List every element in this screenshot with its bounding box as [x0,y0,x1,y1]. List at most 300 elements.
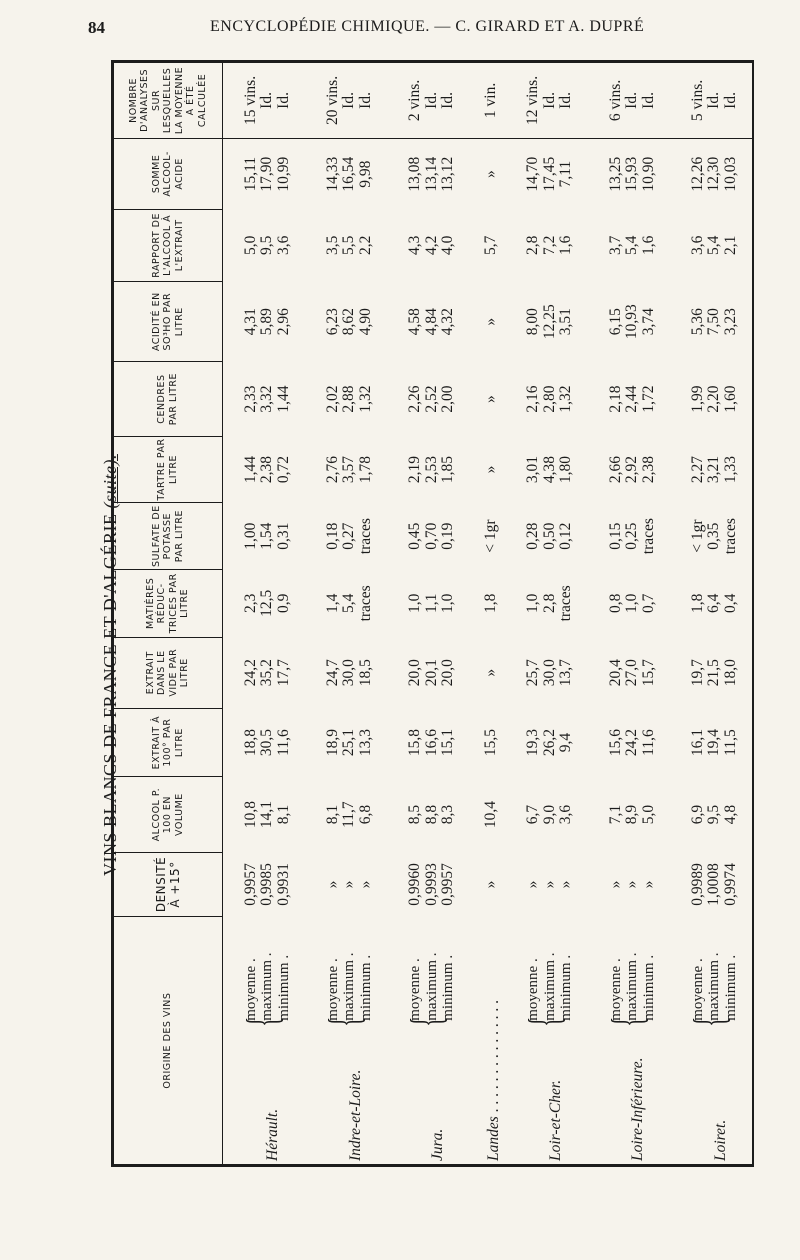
brace-mark: { [520,1016,570,1027]
value: 13,14 [422,156,440,192]
value: » [357,880,374,889]
value: 3,32 [258,385,276,413]
value: Id. [258,92,276,109]
value: 7,1 [606,804,624,825]
value: 6,8 [357,804,374,825]
value: 17,45 [540,156,558,192]
value: 24,7 [323,659,341,687]
value-cell-densite [588,852,670,917]
value-cell-acidite [469,281,505,362]
origin-cell [505,1032,587,1164]
value: 9,4 [557,732,575,753]
value-cell-matieres [387,569,469,637]
value: 2,96 [274,308,292,336]
value: 17,7 [274,659,292,687]
value: 25,1 [340,729,358,757]
header-acidite: ACIDITÉ EN SO³HO PAR LITRE [114,281,222,362]
value-cell-alcool [588,777,670,852]
value: 2,38 [639,455,657,484]
value-cell-cendres [305,362,387,436]
value-cell-somme [387,138,469,209]
value: » [482,880,500,889]
value: 12,5 [258,589,276,617]
origin-cell [469,917,505,1164]
value: 10,8 [241,801,259,829]
value: 1,99 [688,385,706,413]
value-cell-tartre [505,436,587,503]
value: 5,4 [705,235,723,256]
value: 30,0 [540,659,558,687]
value: 0,4 [721,593,739,614]
value-cell-matieres [588,569,670,637]
table-row [305,63,387,1164]
origin-name: Loire-Inférieure. [629,1057,647,1161]
value: Id. [340,92,358,109]
row-label: moyenne . [689,958,706,1021]
value: 0,50 [540,522,558,550]
value: 8,3 [439,804,457,825]
table-row [505,63,587,1164]
value: 15,7 [639,659,657,687]
value-cell-cendres [387,362,469,436]
brace-mark: { [237,1016,287,1027]
row-label: maximum . [341,952,358,1021]
value-cell-rapport [505,209,587,281]
value: 0,9993 [422,863,440,906]
value-cell-extrait100 [222,708,305,777]
value: 17,90 [258,156,276,192]
value: 9,98 [357,160,374,188]
value-cell-acidite [305,281,387,362]
value: 18,5 [357,659,374,687]
value-cell-extraitvide [670,637,752,708]
value: 2,88 [340,385,358,413]
value-cell-rapport [469,209,505,281]
value-cell-extrait100 [387,708,469,777]
value: 2,8 [524,235,542,256]
value: 6,15 [606,308,624,336]
header-origine: ORIGINE DES VINS [114,917,222,1164]
value: 4,32 [439,308,457,336]
label-cell [588,917,670,1032]
label-cell [387,917,469,1032]
row-label: moyenne . [324,958,341,1021]
value: 3,23 [721,308,739,336]
value: 6 vins. [606,79,624,122]
value: » [540,880,558,889]
origin-name: Hérault. [264,1108,282,1161]
value: 2 vins. [406,79,424,122]
value: 10,90 [639,156,657,192]
value: Id. [705,92,723,109]
value: 14,33 [323,156,341,192]
value: 1,6 [557,235,575,256]
value: 10,4 [482,801,500,829]
value: 15,5 [482,729,500,757]
value: 24,2 [241,659,259,687]
value: 1 vin. [482,82,500,119]
value: 0,9957 [439,863,457,906]
value: 2,1 [721,235,739,256]
value-cell-matieres [305,569,387,637]
value: 0,8 [606,593,624,614]
value-cell-cendres [588,362,670,436]
value-cell-tartre [469,436,505,503]
value: » [482,395,500,403]
value-cell-tartre [588,436,670,503]
value: 4,3 [406,235,424,256]
value: traces [357,585,374,622]
value: 14,70 [524,156,542,192]
value-cell-extrait100 [469,708,505,777]
row-label: moyenne . [607,958,624,1021]
value: Id. [623,92,641,109]
value: » [639,880,657,889]
value: 15,11 [241,156,259,192]
row-label: minimum . [640,954,657,1021]
value: 15,8 [406,729,424,757]
value: » [482,317,500,326]
value: 13,7 [557,659,575,687]
value: 0,45 [406,522,424,550]
value: Id. [422,92,440,109]
value: 3,51 [557,308,575,336]
value-cell-acidite [505,281,587,362]
value: 5,4 [340,593,358,614]
value-cell-acidite [670,281,752,362]
value: Id. [639,92,657,109]
value: 15,93 [623,156,641,192]
value: Id. [721,92,739,109]
value-cell-acidite [588,281,670,362]
value: 2,00 [439,385,457,413]
label-cell [222,917,305,1032]
value: 19,3 [524,729,542,757]
value: 25,7 [524,659,542,687]
value-cell-extraitvide [505,637,587,708]
header-densite: DENSITÉ À +15° [114,852,222,917]
row-label: minimum . [440,954,457,1021]
value-cell-sulfate [305,503,387,570]
value: 2,33 [241,385,259,413]
value: 0,9931 [274,863,292,906]
value-cell-somme [505,138,587,209]
value: 6,4 [705,593,723,614]
value: » [482,668,500,677]
origin-cell [222,1032,305,1164]
value: traces [557,585,575,622]
header-alcool: ALCOOL P. 100 EN VOLUME [114,777,222,852]
value: 16,1 [688,729,706,757]
value: 9,5 [705,804,723,825]
value: 11,6 [274,729,292,756]
value: 3,21 [705,455,723,484]
value: 0,25 [623,522,641,550]
value: 14,1 [258,801,276,829]
value-cell-alcool [305,777,387,852]
value: 1,44 [274,385,292,413]
value-cell-alcool [670,777,752,852]
value: 4,2 [422,235,440,256]
value: 4,84 [422,308,440,336]
value: 8,00 [524,308,542,336]
value-cell-alcool [387,777,469,852]
wine-analysis-table [114,63,752,1164]
value-cell-matieres [505,569,587,637]
value: 0,72 [274,455,292,484]
value: 5 vins. [688,79,706,122]
value: 15 vins. [241,75,259,125]
value: 8,5 [406,804,424,825]
value-cell-somme [469,138,505,209]
value: 3,6 [557,804,575,825]
value-cell-rapport [670,209,752,281]
value: 18,0 [721,659,739,687]
value: 2,2 [357,235,374,256]
table-title-suffix: (suite). [100,454,120,509]
value: 12,30 [705,156,723,192]
value: 11,5 [721,729,739,756]
value-cell-tartre [305,436,387,503]
value: 1,8 [482,593,500,614]
value: 30,0 [340,659,358,687]
value: 8,1 [274,804,292,825]
value: 5,36 [688,308,706,336]
value: 20,4 [606,659,624,687]
rotated-table [114,63,752,1164]
header-extrait-100: EXTRAIT À 100° PAR LITRE [114,708,222,777]
value: » [482,465,500,474]
value-cell-densite [387,852,469,917]
value-cell-tartre [670,436,752,503]
value: 10,99 [274,156,292,192]
value-cell-sulfate [670,503,752,570]
value-cell-cendres [222,362,305,436]
row-label: maximum . [259,952,276,1021]
value: 6,23 [323,308,341,336]
value: 20,1 [422,659,440,687]
value: 2,38 [258,455,276,484]
value: 1,33 [721,455,739,484]
value: 3,6 [688,235,706,256]
running-head: ENCYCLOPÉDIE CHIMIQUE. — C. GIRARD ET A. DUPRÉ [210,18,645,35]
value: 5,7 [482,235,500,256]
value: 5,0 [241,235,259,256]
value: 1,0008 [705,863,723,906]
value: 6,7 [524,804,542,825]
value-cell-densite [305,852,387,917]
row-label: minimum . [722,954,739,1021]
page-number: 84 [88,18,105,37]
origin-dots: . . . . . . . . . . . . . . . [484,999,502,1117]
value-cell-extrait100 [505,708,587,777]
value: » [557,880,575,889]
table-row [469,63,505,1164]
value: Id. [540,92,558,109]
value: Id. [274,92,292,109]
value-cell-extraitvide [469,637,505,708]
value-cell-nombre [387,63,469,138]
value: 1,80 [557,455,575,484]
value-cell-rapport [222,209,305,281]
value: 0,18 [323,522,341,550]
value: 3,6 [274,235,292,256]
value: 1,32 [357,385,374,413]
value: 4,31 [241,308,259,336]
value: 12 vins. [524,75,542,125]
value: 8,8 [422,804,440,825]
value: 2,80 [540,385,558,413]
row-label: minimum . [358,954,374,1021]
value: 1,4 [323,593,341,614]
value: 1,6 [639,235,657,256]
value: 1,44 [241,455,259,484]
brace-mark: { [684,1016,734,1027]
value: 10,03 [721,156,739,192]
value-cell-cendres [505,362,587,436]
value-cell-somme [222,138,305,209]
value-cell-nombre [222,63,305,138]
value: » [524,880,542,889]
value: 2,20 [705,385,723,413]
value: 0,70 [422,522,440,550]
value: 1,8 [688,593,706,614]
row-label: maximum . [423,952,440,1021]
value: 20 vins. [323,75,341,125]
value: 2,16 [524,385,542,413]
row-label: maximum . [541,952,558,1021]
value: 9,5 [258,235,276,256]
value: » [323,880,341,889]
value-cell-rapport [588,209,670,281]
value: 8,1 [323,804,341,825]
value-cell-tartre [387,436,469,503]
value: 15,1 [439,729,457,757]
value-cell-alcool [469,777,505,852]
value: < 1gr [688,519,706,553]
value: 13,25 [606,156,624,192]
value-cell-extraitvide [222,637,305,708]
value: 4,58 [406,308,424,336]
label-cell [305,917,387,1032]
value: 2,53 [422,455,440,484]
value: 0,9985 [258,863,276,906]
value: 0,9960 [406,863,424,906]
value-cell-extrait100 [588,708,670,777]
value-cell-acidite [387,281,469,362]
brace-mark: { [319,1016,369,1027]
table-row [588,63,670,1164]
origin-name: Landes [484,1116,502,1161]
origin-cell [305,1032,387,1164]
origin-name: Indre-et-Loire. [346,1069,364,1161]
value-cell-somme [670,138,752,209]
value: 12,26 [688,156,706,192]
value: 16,54 [340,156,358,192]
value: 12,25 [540,304,558,340]
value: 1,0 [524,593,542,614]
table-row [387,63,469,1164]
value: 11,7 [340,801,358,828]
value: 6,9 [688,804,706,825]
value-cell-rapport [305,209,387,281]
value-cell-nombre [670,63,752,138]
value-cell-acidite [222,281,305,362]
value: 0,15 [606,522,624,550]
value: 2,27 [688,455,706,484]
header-row [114,63,222,1164]
value-cell-sulfate [505,503,587,570]
origin-cell [588,1032,670,1164]
value: 5,89 [258,308,276,336]
value: 0,28 [524,522,542,550]
value: 13,12 [439,156,457,192]
row-label: moyenne . [407,958,424,1021]
label-cell [670,917,752,1032]
value-cell-matieres [222,569,305,637]
value: 30,5 [258,729,276,757]
value-cell-cendres [469,362,505,436]
value-cell-densite [505,852,587,917]
value: 26,2 [540,729,558,757]
value: 0,9957 [241,863,259,906]
value: 2,44 [623,385,641,413]
origin-name: Jura. [428,1128,446,1161]
value: 19,7 [688,659,706,687]
value-cell-somme [588,138,670,209]
value: Id. [357,92,374,109]
value: 1,54 [258,522,276,550]
value: 0,9974 [721,863,739,906]
value-cell-somme [305,138,387,209]
table-row [222,63,305,1164]
value: 1,72 [639,385,657,413]
value-cell-densite [469,852,505,917]
value: 20,0 [406,659,424,687]
value: 4,38 [540,455,558,484]
value: 0,9 [274,593,292,614]
value: traces [639,518,657,555]
value-cell-matieres [469,569,505,637]
value: 7,2 [540,235,558,256]
brace-mark: { [402,1016,452,1027]
value: 13,3 [357,729,374,757]
value-cell-extraitvide [588,637,670,708]
value: 1,0 [623,593,641,614]
value: » [340,880,358,889]
header-extrait-vide: EXTRAIT DANS LE VIDE PAR LITRE [114,637,222,708]
value: 35,2 [258,659,276,687]
table-title-text: VINS BLANCS DE FRANCE ET D'ALGÉRIE [100,513,120,876]
value-cell-extraitvide [387,637,469,708]
value: 0,27 [340,522,358,550]
row-label: moyenne . [242,958,259,1021]
value-cell-matieres [670,569,752,637]
value: 2,92 [623,455,641,484]
value: 2,3 [241,593,259,614]
value: 4,8 [721,804,739,825]
value: » [606,880,624,889]
value: traces [721,518,739,555]
value: 2,8 [540,593,558,614]
value: 27,0 [623,659,641,687]
value-cell-rapport [387,209,469,281]
value: 20,0 [439,659,457,687]
value-cell-sulfate [588,503,670,570]
value-cell-tartre [222,436,305,503]
value: 1,85 [439,455,457,484]
value-cell-nombre [588,63,670,138]
